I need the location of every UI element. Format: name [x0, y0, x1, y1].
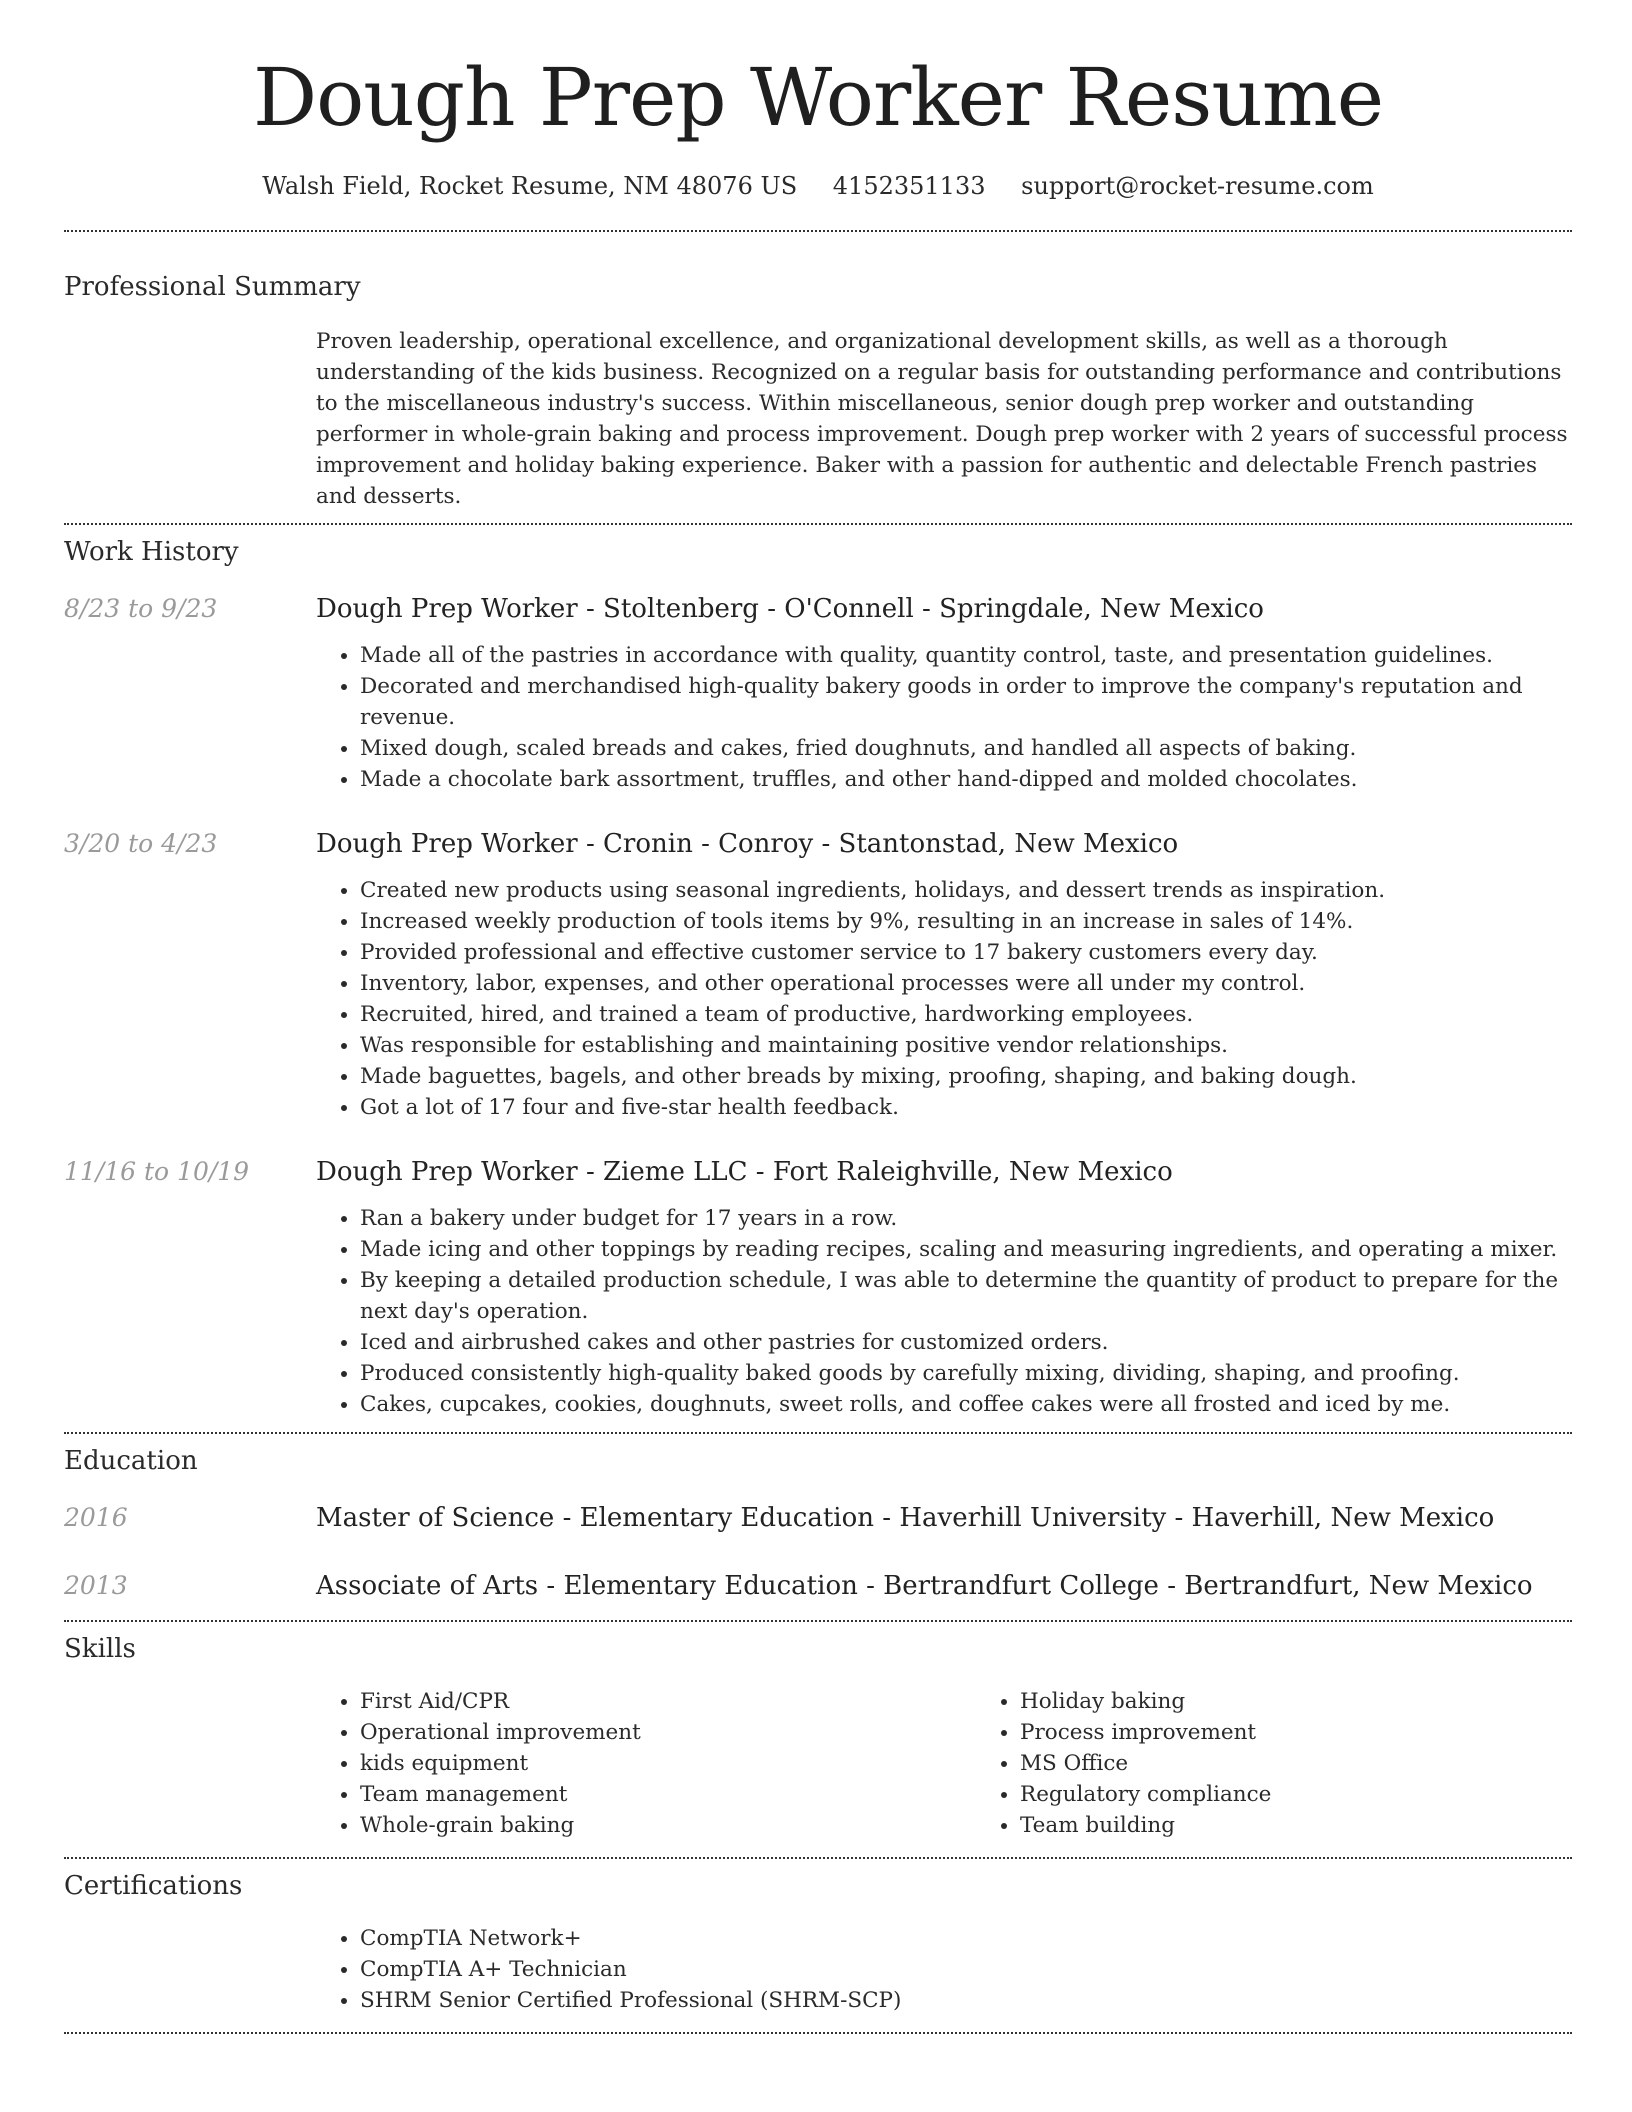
education-year: 2016	[64, 1503, 128, 1532]
list-item: • Recruited, hired, and trained a team of productive, hardworking employees.	[360, 999, 1572, 1030]
resume-title: Dough Prep Worker Resume	[252, 51, 1384, 144]
job-entry	[64, 827, 1572, 1123]
skills-heading: Skills	[64, 1634, 136, 1664]
divider	[64, 523, 1572, 525]
list-item: • Was responsible for establishing and maintaining positive vendor relationships.	[360, 1030, 1572, 1061]
job-dates: 8/23 to 9/23	[64, 594, 218, 623]
divider	[64, 1432, 1572, 1434]
divider	[64, 2032, 1572, 2034]
education-degree: Associate of Arts - Elementary Education - Bertrandfurt College - Bertrandfurt, New Mexico	[316, 1571, 1533, 1601]
job-title: Dough Prep Worker - Stoltenberg - O'Connell - Springdale, New Mexico	[316, 594, 1264, 624]
list-item: • Cakes, cupcakes, cookies, doughnuts, sweet rolls, and coffee cakes were all frosted and iced by me.	[360, 1389, 1572, 1420]
job-dates: 3/20 to 4/23	[64, 829, 218, 858]
divider	[64, 1857, 1572, 1859]
list-item: • Produced consistently high-quality baked goods by carefully mixing, dividing, shaping, and proofing.	[360, 1358, 1572, 1389]
list-item: • Provided professional and effective customer service to 17 bakery customers every day.	[360, 937, 1572, 968]
skill-item: • Whole-grain baking	[360, 1810, 976, 1841]
skills-list-left	[316, 1686, 976, 1841]
contact-address: Walsh Field, Rocket Resume, NM 48076 US	[262, 172, 798, 200]
resume-page	[64, 0, 1572, 2034]
skills-section	[64, 1686, 1572, 1841]
certifications-section	[64, 1923, 1572, 2016]
job-bullets	[316, 1203, 1572, 1420]
work-history-heading: Work History	[64, 537, 239, 567]
skill-item: • Team management	[360, 1779, 976, 1810]
certification-item: • CompTIA A+ Technician	[360, 1954, 1572, 1985]
education-heading: Education	[64, 1446, 198, 1476]
education-entry	[64, 1569, 1572, 1603]
job-dates: 11/16 to 10/19	[64, 1157, 250, 1186]
certifications-heading: Certifications	[64, 1871, 243, 1901]
divider	[64, 1620, 1572, 1622]
list-item: • Inventory, labor, expenses, and other operational processes were all under my control.	[360, 968, 1572, 999]
list-item: • Ran a bakery under budget for 17 years in a row.	[360, 1203, 1572, 1234]
job-bullets	[316, 640, 1572, 795]
contact-phone: 4152351133	[832, 172, 986, 200]
skill-item: • Team building	[1020, 1810, 1632, 1841]
skills-list-right	[976, 1686, 1632, 1841]
list-item: • By keeping a detailed production schedule, I was able to determine the quantity of product to prepare for the next day's operation.	[360, 1265, 1572, 1327]
skill-item: • MS Office	[1020, 1748, 1632, 1779]
education-year: 2013	[64, 1571, 128, 1600]
list-item: • Made baguettes, bagels, and other breads by mixing, proofing, shaping, and baking dough.	[360, 1061, 1572, 1092]
list-item: • Increased weekly production of tools items by 9%, resulting in an increase in sales of 14%.	[360, 906, 1572, 937]
job-entry	[64, 1155, 1572, 1420]
skill-item: • Holiday baking	[1020, 1686, 1632, 1717]
skill-item: • Operational improvement	[360, 1717, 976, 1748]
skill-item: • Process improvement	[1020, 1717, 1632, 1748]
list-item: • Iced and airbrushed cakes and other pastries for customized orders.	[360, 1327, 1572, 1358]
summary-section	[64, 326, 1572, 512]
education-entry	[64, 1501, 1572, 1535]
certifications-list	[316, 1923, 1572, 2016]
skill-item: • kids equipment	[360, 1748, 976, 1779]
job-title: Dough Prep Worker - Zieme LLC - Fort Raleighville, New Mexico	[316, 1157, 1173, 1187]
list-item: • Made all of the pastries in accordance with quality, quantity control, taste, and presentation guidelines.	[360, 640, 1572, 671]
contact-line	[64, 170, 1572, 202]
list-item: • Made a chocolate bark assortment, truffles, and other hand-dipped and molded chocolates.	[360, 764, 1572, 795]
summary-text: Proven leadership, operational excellence, and organizational development skills, as well as a thorough understanding of the kids business. Recognized on a regular basis for outstanding performance and contributions to the miscellaneous industry's success. Within miscellaneous, senior dough prep worker and outstanding performer in whole-grain baking and process improvement. Dough prep worker with 2 years of successful process improvement and holiday baking experience. Baker with a passion for authentic and delectable French pastries and desserts.	[316, 329, 1568, 509]
list-item: • Got a lot of 17 four and five-star health feedback.	[360, 1092, 1572, 1123]
contact-email: support@rocket-resume.com	[1021, 172, 1374, 200]
list-item: • Decorated and merchandised high-quality bakery goods in order to improve the company's reputation and revenue.	[360, 671, 1572, 733]
skill-item: • First Aid/CPR	[360, 1686, 976, 1717]
job-entry	[64, 592, 1572, 795]
summary-heading: Professional Summary	[64, 272, 361, 302]
job-title: Dough Prep Worker - Cronin - Conroy - Stantonstad, New Mexico	[316, 829, 1179, 859]
skill-item: • Regulatory compliance	[1020, 1779, 1632, 1810]
certification-item: • SHRM Senior Certified Professional (SHRM-SCP)	[360, 1985, 1572, 2016]
certification-item: • CompTIA Network+	[360, 1923, 1572, 1954]
divider	[64, 230, 1572, 232]
list-item: • Mixed dough, scaled breads and cakes, fried doughnuts, and handled all aspects of baking.	[360, 733, 1572, 764]
list-item: • Made icing and other toppings by reading recipes, scaling and measuring ingredients, and operating a mixer.	[360, 1234, 1572, 1265]
list-item: • Created new products using seasonal ingredients, holidays, and dessert trends as inspiration.	[360, 875, 1572, 906]
job-bullets	[316, 875, 1572, 1123]
education-degree: Master of Science - Elementary Education - Haverhill University - Haverhill, New Mexico	[316, 1503, 1495, 1533]
